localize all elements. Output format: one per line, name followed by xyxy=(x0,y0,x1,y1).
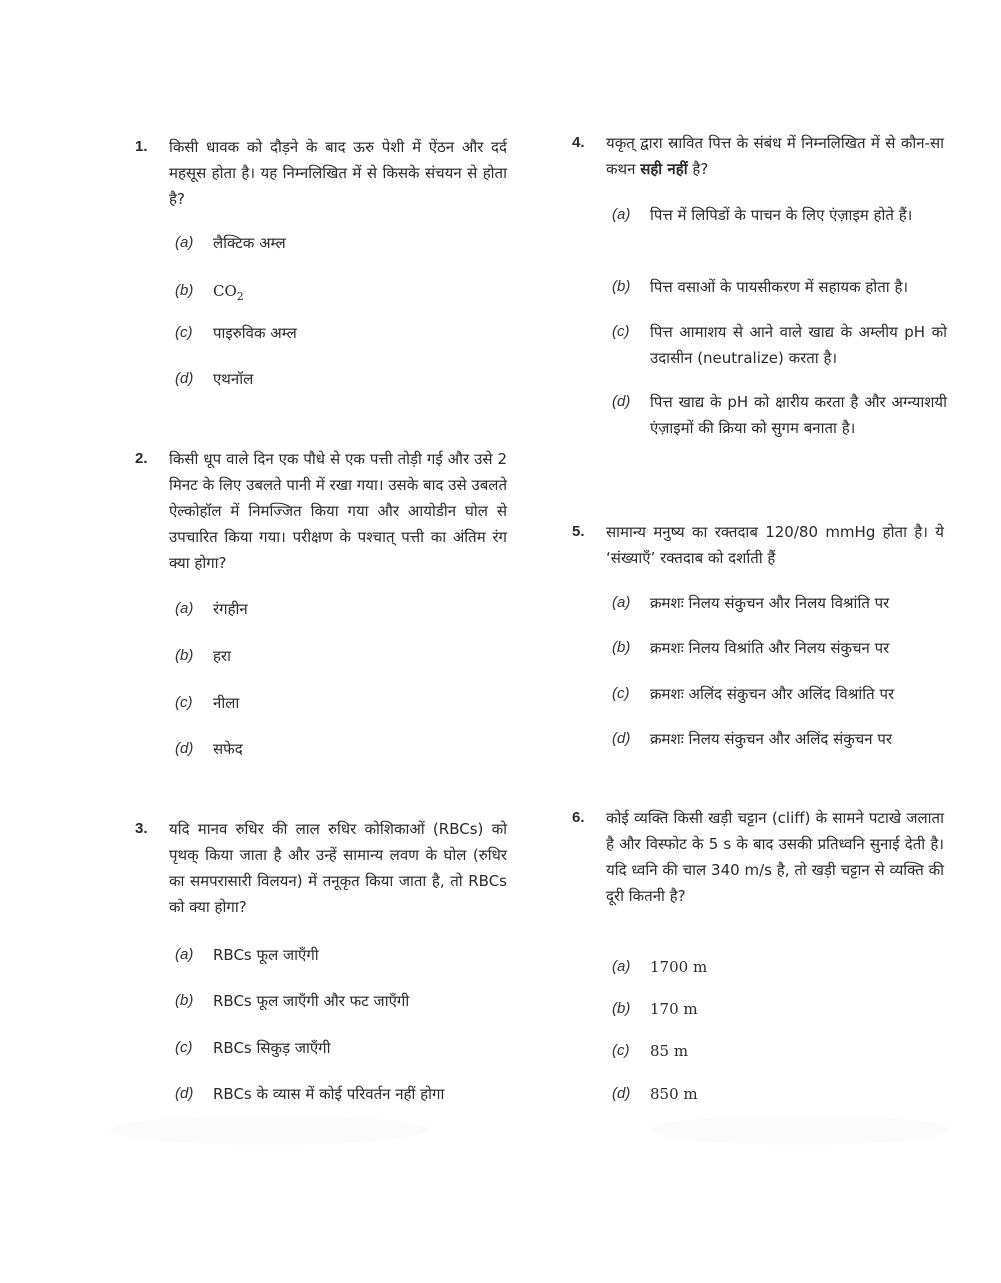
question-number: 1. xyxy=(135,138,148,155)
scan-bleed-mark xyxy=(110,1115,430,1145)
option-label: (a) xyxy=(612,206,631,223)
option-a xyxy=(612,590,947,616)
option-label: (a) xyxy=(175,946,194,963)
scan-bleed-mark xyxy=(650,1115,950,1145)
option-b xyxy=(175,643,510,669)
option-d xyxy=(612,389,947,441)
option-text: रंगहीन xyxy=(213,600,248,618)
option-label: (d) xyxy=(612,730,631,747)
option-text: हरा xyxy=(213,647,231,665)
option-a xyxy=(612,954,947,980)
option-label: (a) xyxy=(175,234,194,251)
question-4 xyxy=(572,130,944,182)
question-number: 2. xyxy=(135,450,148,467)
question-text-part: यकृत् द्वारा स्रावित पित्त के संबंध में निम्नलिखित में से कौन-सा कथन xyxy=(606,134,944,178)
option-label: (a) xyxy=(612,958,631,975)
option-text xyxy=(213,278,510,310)
question-2 xyxy=(135,446,507,576)
question-text: यदि मानव रुधिर की लाल रुधिर कोशिकाओं (RBCs) को पृथक् किया जाता है और उन्हें सामान्य लवण के घोल (रुधिर का समपरासारी विलयन) में तनूकृत किया जाता है, तो RBCs को क्या होगा? xyxy=(169,820,507,916)
option-text: क्रमशः निलय विश्रांति और निलय संकुचन पर xyxy=(650,639,890,657)
option-text: पित्त खाद्य के pH को क्षारीय करता है और अग्न्याशयी एंज़ाइमों की क्रिया को सुगम बनाता है। xyxy=(650,393,947,437)
option-label: (b) xyxy=(612,1000,631,1017)
option-label: (d) xyxy=(612,1085,631,1102)
option-text: पित्त में लिपिडों के पाचन के लिए एंज़ाइम होते हैं। xyxy=(650,206,913,224)
question-text: किसी धावक को दौड़ने के बाद ऊरु पेशी में ऐंठन और दर्द महसूस होता है। यह निम्नलिखित में से किसके संचयन से होता है? xyxy=(169,138,507,208)
question-1 xyxy=(135,134,507,212)
option-d xyxy=(612,726,947,752)
option-b xyxy=(612,274,947,300)
option-d xyxy=(612,1081,947,1107)
option-text: क्रमशः अलिंद संकुचन और अलिंद विश्रांति पर xyxy=(650,685,895,703)
option-text: 170 m xyxy=(650,1000,698,1018)
option-text: पाइरुविक अम्ल xyxy=(213,324,297,342)
option-label: (c) xyxy=(175,1039,193,1056)
option-text: सफेद xyxy=(213,740,243,758)
option-d xyxy=(175,366,510,392)
option-b xyxy=(612,635,947,661)
option-label: (c) xyxy=(612,685,630,702)
option-label: (b) xyxy=(175,647,194,664)
option-label: (c) xyxy=(175,694,193,711)
option-text: एथनॉल xyxy=(213,370,254,388)
option-label: (b) xyxy=(175,282,194,299)
option-label: (c) xyxy=(175,324,193,341)
option-d xyxy=(175,736,510,762)
option-text: लैक्टिक अम्ल xyxy=(213,234,286,252)
question-number: 6. xyxy=(572,809,585,826)
option-c xyxy=(612,1038,947,1064)
question-text xyxy=(606,130,944,182)
question-3 xyxy=(135,816,507,920)
option-c xyxy=(612,319,947,371)
option-label: (a) xyxy=(175,600,194,617)
option-text: पित्त आमाशय से आने वाले खाद्य के अम्लीय pH को उदासीन (neutralize) करता है। xyxy=(650,323,947,367)
option-text: 850 m xyxy=(650,1085,698,1103)
question-number: 4. xyxy=(572,134,585,151)
option-a xyxy=(175,596,510,622)
question-5 xyxy=(572,519,944,571)
formula-subscript: 2 xyxy=(236,290,244,303)
question-number: 5. xyxy=(572,523,585,540)
question-text-part: है? xyxy=(687,160,709,178)
option-text: पित्त वसाओं के पायसीकरण में सहायक होता है। xyxy=(650,278,909,296)
option-label: (d) xyxy=(175,1085,194,1102)
option-a xyxy=(175,942,510,968)
option-c xyxy=(175,690,510,716)
option-b xyxy=(612,996,947,1022)
option-label: (d) xyxy=(175,370,194,387)
question-6 xyxy=(572,805,944,909)
option-label: (d) xyxy=(175,740,194,757)
option-text: RBCs फूल जाएँगी xyxy=(213,946,319,964)
option-label: (a) xyxy=(612,594,631,611)
option-a xyxy=(175,230,510,256)
option-label: (b) xyxy=(175,992,194,1009)
question-text: सामान्य मनुष्य का रक्तदाब 120/80 mmHg होता है। ये ‘संख्याएँ’ रक्तदाब को दर्शाती हैं xyxy=(606,523,944,567)
question-text: कोई व्यक्ति किसी खड़ी चट्टान (cliff) के सामने पटाखे जलाता है और विस्फोट के 5 s के बाद उसकी प्रतिध्वनि सुनाई देती है। यदि ध्वनि की चाल 340 m/s है, तो खड़ी चट्टान से व्यक्ति की दूरी कितनी है? xyxy=(606,809,944,905)
option-text: क्रमशः निलय संकुचन और निलय विश्रांति पर xyxy=(650,594,890,612)
option-text: RBCs के व्यास में कोई परिवर्तन नहीं होगा xyxy=(213,1085,445,1103)
option-c xyxy=(175,320,510,346)
option-text: 85 m xyxy=(650,1042,689,1060)
option-label: (c) xyxy=(612,323,630,340)
option-text: नीला xyxy=(213,694,240,712)
option-text: 1700 m xyxy=(650,958,708,976)
option-label: (b) xyxy=(612,639,631,656)
option-b xyxy=(175,988,510,1014)
question-text: किसी धूप वाले दिन एक पौधे से एक पत्ती तोड़ी गई और उसे 2 मिनट के लिए उबलते पानी में रखा गया। उसके बाद उसे उबलते ऐल्कोहॉल में निमज्जित किया गया और आयोडीन घोल से उपचारित किया गया। परीक्षण के पश्चात् पत्ती का अंतिम रंग क्या होगा? xyxy=(169,450,507,572)
option-b xyxy=(175,278,510,310)
option-text: क्रमशः निलय संकुचन और अलिंद संकुचन पर xyxy=(650,730,893,748)
option-c xyxy=(612,681,947,707)
option-label: (c) xyxy=(612,1042,630,1059)
emphasis-not-correct: सही नहीं xyxy=(640,160,688,178)
option-d xyxy=(175,1081,510,1107)
option-label: (d) xyxy=(612,393,631,410)
option-label: (b) xyxy=(612,278,631,295)
option-text: RBCs फूल जाएँगी और फट जाएँगी xyxy=(213,992,410,1010)
option-a xyxy=(612,202,947,228)
option-c xyxy=(175,1035,510,1061)
option-text: RBCs सिकुड़ जाएँगी xyxy=(213,1039,331,1057)
question-number: 3. xyxy=(135,820,148,837)
formula-base: CO xyxy=(213,282,237,300)
